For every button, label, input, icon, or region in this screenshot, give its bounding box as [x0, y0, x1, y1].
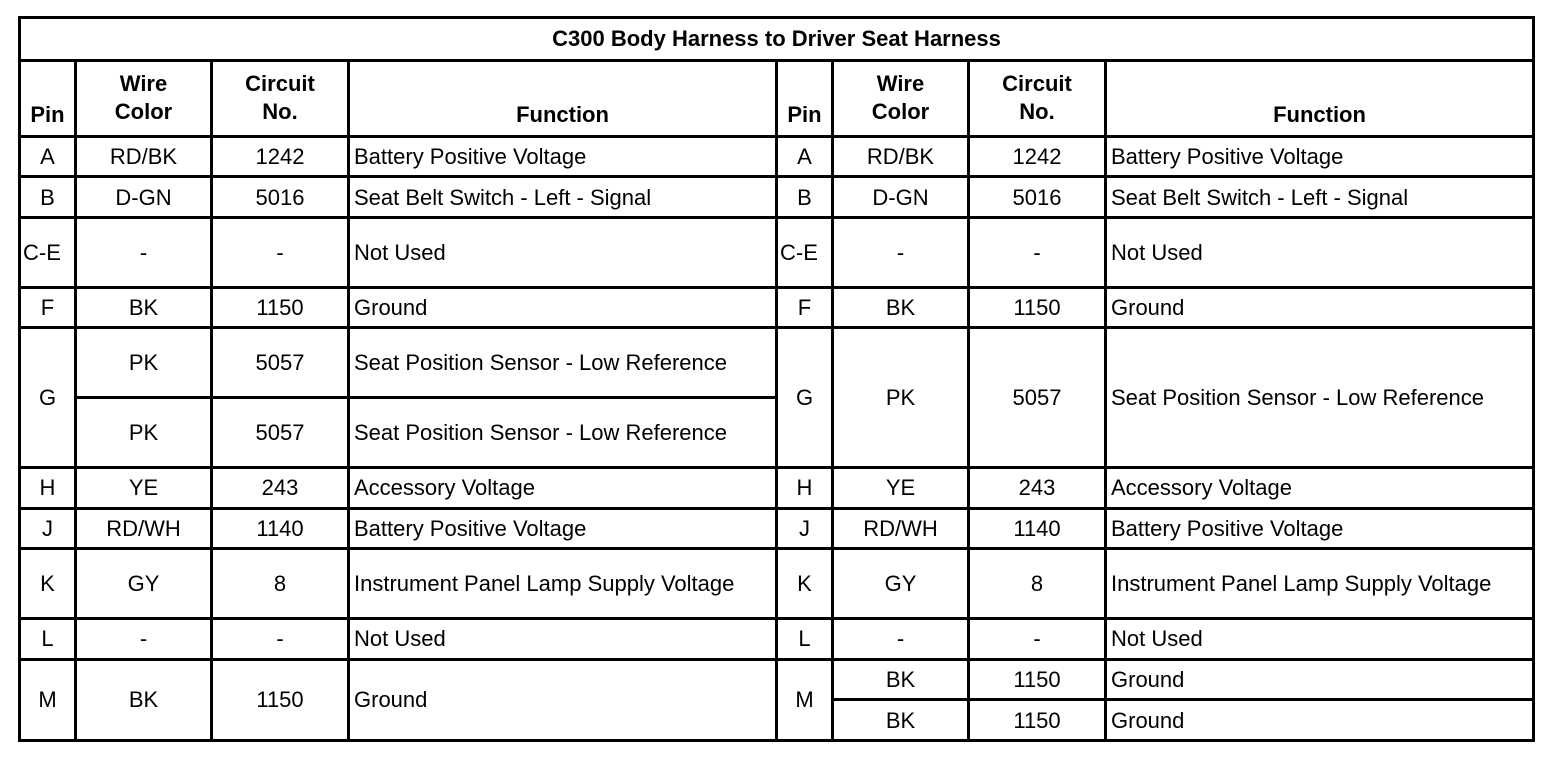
- function-cell: Battery Positive Voltage: [349, 136, 777, 177]
- table-row: [20, 218, 1534, 288]
- wire-color-cell: D-GN: [833, 177, 969, 218]
- circuit-cell: 1140: [212, 508, 349, 549]
- pin-cell: G: [777, 328, 833, 468]
- circuit-cell: 5057: [969, 328, 1106, 468]
- pin-cell: A: [777, 136, 833, 177]
- circuit-cell: -: [969, 218, 1106, 288]
- circuit-cell: 1150: [969, 287, 1106, 328]
- circuit-cell: 243: [212, 468, 349, 509]
- function-cell: Ground: [1106, 287, 1534, 328]
- header-circuit-right: Circuit No.: [969, 60, 1106, 136]
- circuit-cell: 1140: [969, 508, 1106, 549]
- table-row: [20, 619, 1534, 660]
- wire-color-cell: -: [76, 619, 212, 660]
- wire-color-cell: -: [76, 218, 212, 288]
- function-cell: Not Used: [1106, 218, 1534, 288]
- wire-color-cell: -: [833, 619, 969, 660]
- circuit-cell: 5057: [212, 398, 349, 468]
- circuit-cell: -: [969, 619, 1106, 660]
- function-cell: Battery Positive Voltage: [1106, 508, 1534, 549]
- pin-cell: J: [777, 508, 833, 549]
- function-cell: Instrument Panel Lamp Supply Voltage: [1106, 549, 1534, 619]
- pin-cell: F: [777, 287, 833, 328]
- wire-color-cell: BK: [76, 659, 212, 740]
- pin-cell: H: [777, 468, 833, 509]
- circuit-cell: 5057: [212, 328, 349, 398]
- function-cell: Seat Belt Switch - Left - Signal: [1106, 177, 1534, 218]
- function-cell: Battery Positive Voltage: [1106, 136, 1534, 177]
- pin-cell: C-E: [20, 218, 76, 288]
- header-function-right: Function: [1106, 60, 1534, 136]
- circuit-cell: 5016: [212, 177, 349, 218]
- circuit-cell: 1150: [969, 700, 1106, 741]
- function-cell: Ground: [1106, 700, 1534, 741]
- function-cell: Accessory Voltage: [349, 468, 777, 509]
- wire-color-cell: BK: [76, 287, 212, 328]
- wire-color-cell: RD/BK: [76, 136, 212, 177]
- header-pin-right: Pin: [777, 60, 833, 136]
- wire-color-cell: -: [833, 218, 969, 288]
- header-function-left: Function: [349, 60, 777, 136]
- pin-cell: J: [20, 508, 76, 549]
- function-cell: Battery Positive Voltage: [349, 508, 777, 549]
- table-title: C300 Body Harness to Driver Seat Harness: [20, 18, 1534, 61]
- table-row: [20, 549, 1534, 619]
- wire-color-cell: GY: [76, 549, 212, 619]
- header-wire-color-left: Wire Color: [76, 60, 212, 136]
- header-circuit-left: Circuit No.: [212, 60, 349, 136]
- wire-color-cell: PK: [76, 398, 212, 468]
- circuit-cell: 243: [969, 468, 1106, 509]
- function-cell: Seat Position Sensor - Low Reference: [1106, 328, 1534, 468]
- function-cell: Seat Position Sensor - Low Reference: [349, 398, 777, 468]
- circuit-cell: 1242: [212, 136, 349, 177]
- circuit-cell: -: [212, 218, 349, 288]
- wire-color-cell: BK: [833, 700, 969, 741]
- pin-cell: A: [20, 136, 76, 177]
- function-cell: Not Used: [349, 218, 777, 288]
- table-row: [20, 659, 1534, 700]
- wire-color-cell: D-GN: [76, 177, 212, 218]
- wire-color-cell: RD/BK: [833, 136, 969, 177]
- pin-cell: B: [20, 177, 76, 218]
- pin-cell: M: [20, 659, 76, 740]
- table-row: [20, 468, 1534, 509]
- circuit-cell: 5016: [969, 177, 1106, 218]
- function-cell: Seat Belt Switch - Left - Signal: [349, 177, 777, 218]
- pin-cell: C-E: [777, 218, 833, 288]
- table-row: [20, 508, 1534, 549]
- function-cell: Accessory Voltage: [1106, 468, 1534, 509]
- connector-table: [18, 16, 1535, 742]
- circuit-cell: 1150: [212, 287, 349, 328]
- wire-color-cell: GY: [833, 549, 969, 619]
- header-wire-color-right: Wire Color: [833, 60, 969, 136]
- wire-color-cell: BK: [833, 287, 969, 328]
- function-cell: Not Used: [1106, 619, 1534, 660]
- pin-cell: K: [20, 549, 76, 619]
- function-cell: Ground: [349, 287, 777, 328]
- wire-color-cell: PK: [76, 328, 212, 398]
- header-pin-left: Pin: [20, 60, 76, 136]
- pin-cell: L: [20, 619, 76, 660]
- circuit-cell: 8: [212, 549, 349, 619]
- function-cell: Not Used: [349, 619, 777, 660]
- table-row: [20, 287, 1534, 328]
- pin-cell: H: [20, 468, 76, 509]
- wire-color-cell: BK: [833, 659, 969, 700]
- circuit-cell: 8: [969, 549, 1106, 619]
- function-cell: Ground: [349, 659, 777, 740]
- wire-color-cell: YE: [76, 468, 212, 509]
- pin-cell: K: [777, 549, 833, 619]
- table-row: [20, 136, 1534, 177]
- table-row: [20, 328, 1534, 398]
- function-cell: Ground: [1106, 659, 1534, 700]
- wire-color-cell: RD/WH: [76, 508, 212, 549]
- function-cell: Instrument Panel Lamp Supply Voltage: [349, 549, 777, 619]
- function-cell: Seat Position Sensor - Low Reference: [349, 328, 777, 398]
- circuit-cell: 1150: [212, 659, 349, 740]
- pin-cell: B: [777, 177, 833, 218]
- circuit-cell: 1150: [969, 659, 1106, 700]
- wire-color-cell: RD/WH: [833, 508, 969, 549]
- pin-cell: F: [20, 287, 76, 328]
- circuit-cell: -: [212, 619, 349, 660]
- wire-color-cell: YE: [833, 468, 969, 509]
- pin-cell: L: [777, 619, 833, 660]
- wire-color-cell: PK: [833, 328, 969, 468]
- pin-cell: M: [777, 659, 833, 740]
- circuit-cell: 1242: [969, 136, 1106, 177]
- table-row: [20, 177, 1534, 218]
- pin-cell: G: [20, 328, 76, 468]
